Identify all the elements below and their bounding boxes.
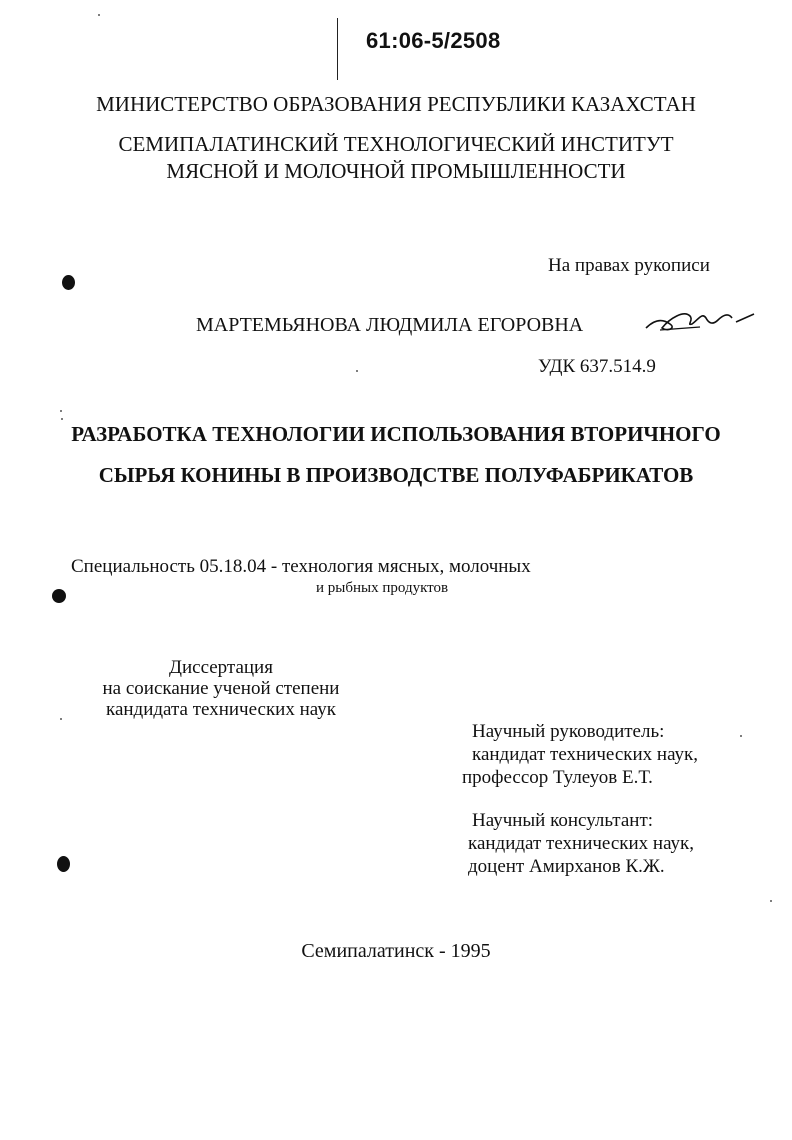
dissertation-line-3: кандидата технических наук bbox=[106, 699, 336, 720]
author-signature bbox=[640, 300, 760, 340]
binder-hole-mark bbox=[52, 589, 66, 603]
ministry-heading: МИНИСТЕРСТВО ОБРАЗОВАНИЯ РЕСПУБЛИКИ КАЗАХСТАН bbox=[96, 92, 696, 116]
scan-speck bbox=[60, 410, 62, 412]
supervisor-name: профессор Тулеуов Е.Т. bbox=[462, 767, 653, 788]
dissertation-degree-block bbox=[76, 657, 366, 720]
supervisor-degree: кандидат технических наук, bbox=[472, 744, 699, 765]
institute-heading bbox=[0, 131, 792, 185]
consultant-label: Научный консультант: bbox=[472, 810, 654, 831]
dissertation-line-1: Диссертация bbox=[169, 657, 273, 678]
specialty-line-2: и рыбных продуктов bbox=[316, 580, 449, 596]
title-line-2: СЫРЬЯ КОНИНЫ В ПРОИЗВОДСТВЕ ПОЛУФАБРИКАТОВ bbox=[98, 463, 694, 487]
institute-line-2: МЯСНОЙ И МОЛОЧНОЙ ПРОМЫШЛЕННОСТИ bbox=[166, 159, 626, 183]
author-name: МАРТЕМЬЯНОВА ЛЮДМИЛА ЕГОРОВНА bbox=[196, 314, 584, 336]
dissertation-line-2: на соискание ученой степени bbox=[102, 678, 340, 699]
scan-speck bbox=[98, 14, 100, 16]
scan-speck bbox=[60, 718, 62, 720]
binder-hole-mark bbox=[62, 275, 75, 290]
scan-speck bbox=[770, 900, 772, 902]
supervisor-label: Научный руководитель: bbox=[472, 721, 665, 742]
archive-number: 61:06-5/2508 bbox=[366, 28, 501, 53]
dissertation-title bbox=[0, 414, 792, 496]
scan-speck bbox=[356, 370, 358, 372]
manuscript-note: На правах рукописи bbox=[548, 255, 710, 276]
title-line-1: РАЗРАБОТКА ТЕХНОЛОГИИ ИСПОЛЬЗОВАНИЯ ВТОРИЧНОГО bbox=[71, 422, 721, 446]
scan-speck bbox=[740, 735, 742, 737]
specialty-line-1: Специальность 05.18.04 - технология мясных, молочных bbox=[71, 556, 531, 577]
consultant-degree: кандидат технических наук, bbox=[468, 833, 695, 854]
scan-speck bbox=[61, 418, 63, 420]
supervisor-block bbox=[462, 720, 698, 789]
consultant-block bbox=[462, 809, 694, 878]
city-year: Семипалатинск - 1995 bbox=[301, 940, 491, 962]
archive-stamp-line bbox=[337, 18, 338, 80]
institute-line-1: СЕМИПАЛАТИНСКИЙ ТЕХНОЛОГИЧЕСКИЙ ИНСТИТУТ bbox=[118, 132, 674, 156]
binder-hole-mark bbox=[57, 856, 70, 872]
udc-code: УДК 637.514.9 bbox=[538, 356, 656, 377]
consultant-name: доцент Амирханов К.Ж. bbox=[468, 856, 665, 877]
